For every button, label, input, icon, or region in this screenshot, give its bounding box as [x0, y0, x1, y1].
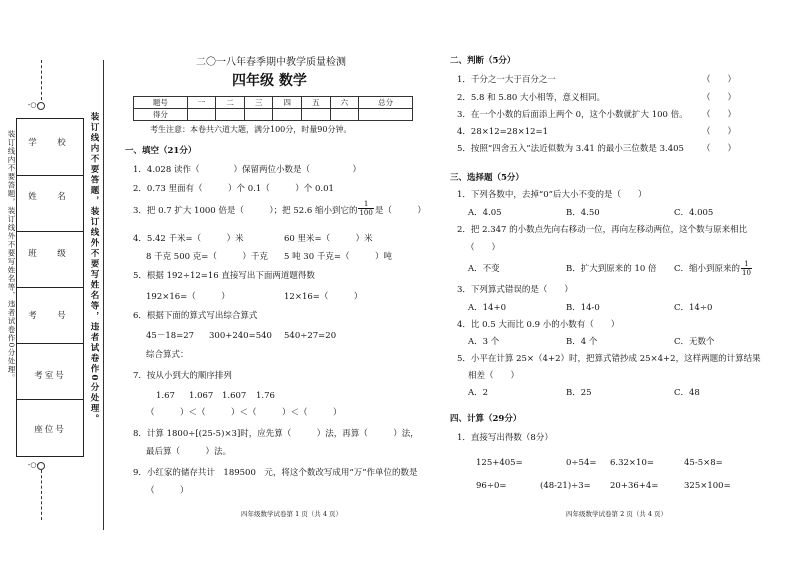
binding-dots-top: -○- [28, 101, 39, 109]
s3-q5-option: C．48 [674, 388, 700, 398]
binding-dots-bottom: -○- [28, 461, 39, 469]
calc-item: 20+36+4= [610, 481, 659, 491]
answer-paren[interactable]: （ ） [702, 75, 737, 85]
fraction: $\frac{1}{100}$ [359, 200, 373, 217]
s1-question-5b: 12×16=（ ） [284, 292, 363, 302]
exam-title: 二〇一八年春季期中教学质量检测 [196, 57, 346, 68]
s3-q2-option: B．扩大到原来的 10 倍 [566, 264, 657, 274]
s1-q7-order: （ ）＜（ ）＜（ ）＜（ ） [146, 408, 342, 418]
footer-page-1: 四年级数学试卷第 1 页（共 4 页） [241, 510, 343, 518]
calc-item: 6.32×10= [610, 458, 654, 468]
s3-q1-option: A．4.05 [468, 208, 502, 218]
calc-item: (48-21)÷3= [540, 481, 591, 491]
s1-question-8b: 最后算（ ）法。 [146, 447, 232, 457]
section4-title: 四、计算（29分） [450, 414, 522, 424]
answer-paren[interactable]: （ ） [702, 93, 737, 103]
calc-item: 125+405= [476, 458, 523, 468]
binding-warning: 装订线内不要答题，装订线外不要写姓名等，违者试卷作0分处理。 [89, 112, 99, 425]
s1-q3-part-a: 3．把 0.7 扩大 1000 倍是（ ）；把 52.6 缩小到它的 [133, 206, 358, 216]
score-header-cell: 总分 [359, 97, 413, 109]
s1-question-6a: 45－18=27 [146, 331, 195, 341]
field-exam-room: 考室号 [34, 371, 66, 381]
s1-question-6b: 300+240=540 [209, 331, 272, 341]
score-row-label: 得分 [134, 109, 188, 121]
s3-q3-option: A．14+0 [468, 303, 506, 313]
s1-question-6c: 540÷27=20 [284, 331, 337, 341]
s3-question-5b: 相差（ ） [468, 371, 520, 381]
s4-sub-title: 1．直接写出得数（8分） [457, 433, 553, 443]
s1-q7-number: 1.76 [256, 391, 275, 401]
score-cell[interactable] [216, 109, 245, 121]
calc-item: 45-5×8= [684, 458, 723, 468]
field-seat-number: 座位号 [34, 425, 66, 435]
section2-title: 二、判断（5分） [450, 56, 516, 66]
score-cell[interactable] [187, 109, 216, 121]
s1-question-7: 7．按从小到大的顺序排列 [133, 371, 232, 381]
s3-q5-option: A．2 [468, 388, 489, 398]
exam-subtitle: 四年级 数学 [232, 73, 307, 89]
answer-paren[interactable]: （ ） [702, 110, 737, 120]
field-school: 学 校 [28, 138, 72, 148]
s1-question-4b: 60 里米=（ ）米 [284, 234, 373, 244]
answer-paren[interactable]: （ ） [702, 127, 737, 137]
s2-item-3: 3．在一个小数的后面添上两个 0，这个小数就扩大 100 倍。 [457, 110, 688, 120]
s3-q3-option: B．14-0 [566, 303, 600, 313]
s3-q1-option: C．4.005 [674, 208, 714, 218]
score-header-cell: 一 [187, 97, 216, 109]
field-name: 姓 名 [28, 192, 72, 202]
s3-q4-option: C．无数个 [674, 337, 715, 347]
score-cell[interactable] [302, 109, 331, 121]
s1-question-1: 1．4.028 读作（ ）保留两位小数是（ ） [133, 165, 361, 175]
s1-q7-number: 1.67 [156, 391, 175, 401]
footer-page-2: 四年级数学试卷第 2 页（共 4 页） [566, 510, 668, 518]
section3-title: 三、选择题（5分） [450, 173, 524, 183]
s3-q2-option-c: C．缩小到原来的 $\frac{1}{10}$ [674, 260, 751, 277]
s1-question-4d: 5 吨 30 千克=（ ）吨 [284, 252, 392, 262]
section1-title: 一、填空（21分） [125, 146, 197, 156]
s3-q3-option: C．14÷0 [674, 303, 713, 313]
s3-question-5: 5．小平在计算 25×（4+2）时，把算式错抄成 25×4+2，这样两题的计算结果 [457, 354, 761, 364]
score-cell[interactable] [330, 109, 359, 121]
s1-q3-part-b: 是（ ） [374, 206, 426, 216]
score-header-cell: 题号 [134, 97, 188, 109]
s3-question-4: 4．比 0.5 大而比 0.9 小的小数有（ ） [457, 320, 620, 330]
binding-warning-left: 装订线内不要答题，装订线外不要写姓名等，违者试卷作0分处理。 [7, 130, 16, 383]
s2-item-4: 4．28×12=28×12=1 [457, 127, 549, 137]
s2-item-5: 5．按照“四舍五入”法近似数为 3.41 的最小三位数是 3.405 [457, 144, 684, 154]
score-header-cell: 四 [273, 97, 302, 109]
binding-cut-line [103, 60, 104, 530]
score-cell[interactable] [244, 109, 273, 121]
score-header-cell: 六 [330, 97, 359, 109]
s1-question-9: 9．小红家的储存共计 189500 元，将这个数改写成用“万”作单位的数是 [133, 468, 418, 478]
score-table [133, 96, 413, 121]
score-header-cell: 五 [302, 97, 331, 109]
s1-question-5a: 192×16=（ ） [146, 292, 230, 302]
score-cell[interactable] [359, 109, 413, 121]
calc-item: 325×100= [684, 481, 731, 491]
calc-item: 96÷0= [476, 481, 507, 491]
s1-question-6: 6．根据下面的算式写出综合算式 [133, 311, 258, 321]
s3-question-2: 2．把 2.347 的小数点先向右移动一位，再向左移动两位，这个数与原来相比 [457, 225, 748, 235]
exam-notice: 考生注意：本卷共六道大题，满分100分，时量90分钟。 [150, 125, 352, 134]
s1-question-4a: 4．5.42 千米=（ ）米 [133, 234, 244, 244]
s1-question-5: 5．根据 192÷12=16 直接写出下面两道题得数 [133, 271, 315, 281]
s1-question-8: 8．计算 1800÷[(25-5)×3]时，应先算（ ）法，再算（ ）法， [133, 429, 419, 439]
s2-item-1: 1．千分之一大于百分之一 [457, 75, 556, 85]
s3-question-1: 1．下列各数中，去掉“0”后大小不变的是（ ） [457, 190, 647, 200]
s1-question-6d: 综合算式： [146, 350, 189, 360]
s1-question-3 [133, 200, 426, 217]
s1-question-2: 2．0.73 里面有（ ）个 0.1（ ）个 0.01 [133, 184, 334, 194]
s2-item-2: 2．5.8 和 5.80 大小相等，意义相同。 [457, 93, 605, 103]
s1-question-4c: 8 千克 500 克=（ ）千克 [146, 252, 268, 262]
field-exam-number: 考 号 [28, 311, 72, 321]
field-class: 班 级 [28, 249, 72, 259]
s3-q4-option: A．3 个 [468, 337, 500, 347]
s1-q7-number: 1.067 [189, 391, 214, 401]
s1-q7-number: 1.607 [222, 391, 247, 401]
answer-paren[interactable]: （ ） [702, 144, 737, 154]
s3-question-3: 3．下列算式错误的是（ ） [457, 285, 573, 295]
score-header-cell: 二 [216, 97, 245, 109]
fraction: $\frac{1}{10}$ [742, 260, 751, 277]
student-info-box [16, 118, 84, 457]
s3-question-2b: （ ） [466, 243, 501, 253]
score-header-cell: 三 [244, 97, 273, 109]
calc-item: 0÷54= [566, 458, 597, 468]
s3-q2-option: A．不变 [468, 264, 500, 274]
s1-question-9b: （ ） [146, 486, 189, 496]
s3-q4-option: B．4 个 [566, 337, 598, 347]
s3-q5-option: B．25 [566, 388, 592, 398]
s3-q1-option: B．4.50 [566, 208, 600, 218]
score-cell[interactable] [273, 109, 302, 121]
